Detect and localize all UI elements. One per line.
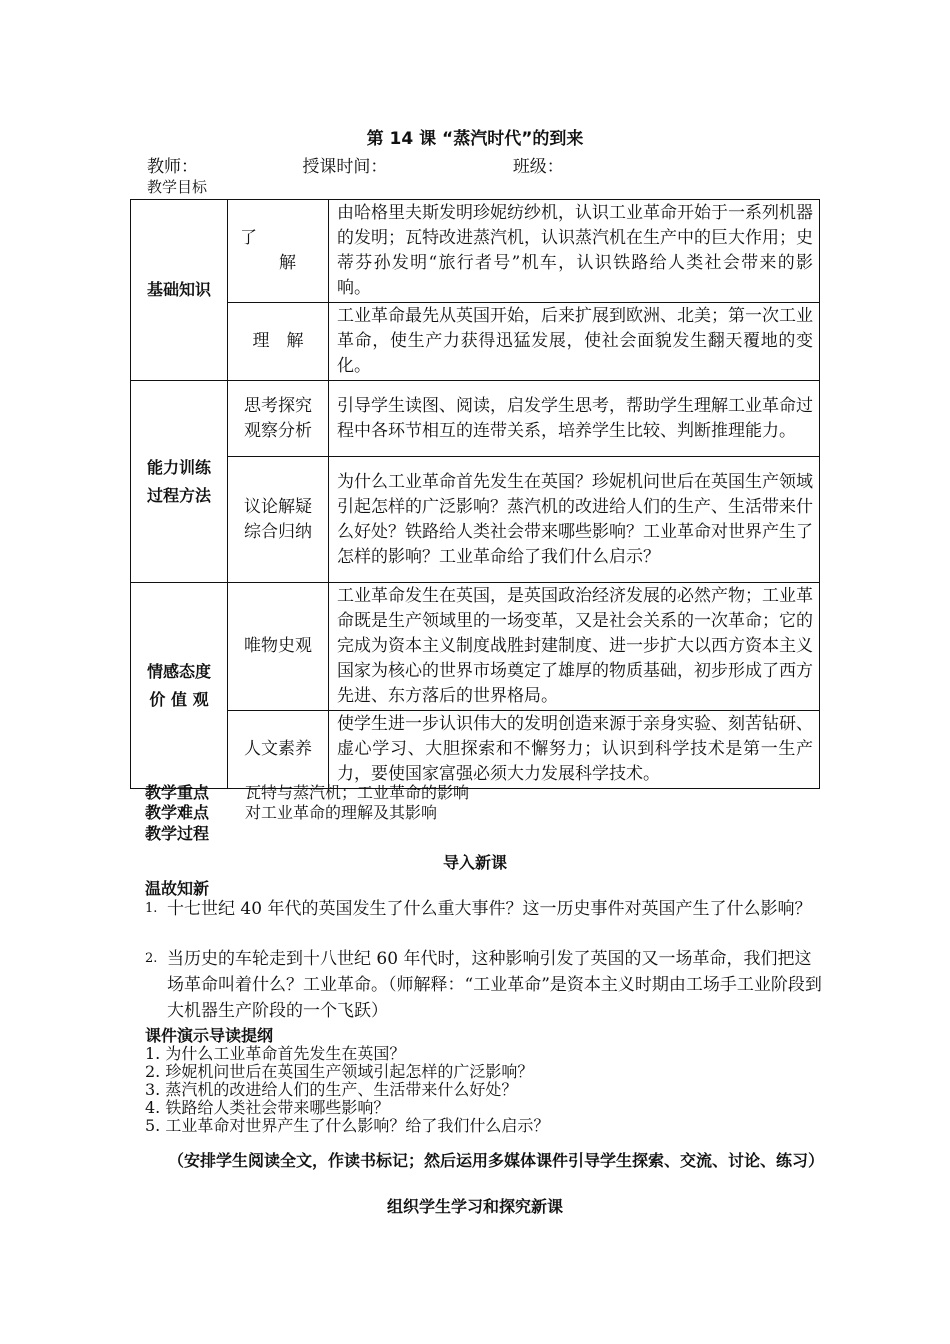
list-item: 5. 工业革命对世界产生了什么影响？给了我们什么启示？: [145, 1116, 550, 1135]
key-points: [145, 783, 470, 802]
outline-heading: 课件演示导读提纲: [145, 1026, 274, 1045]
study-heading: 组织学生学习和探究新课: [386, 1197, 563, 1216]
teacher-label: 教师：: [147, 157, 198, 177]
page-title: 第 14 课 “蒸汽时代”的到来: [366, 129, 584, 149]
review-question: [145, 896, 825, 922]
sub-understand: [228, 200, 329, 303]
category-label: 基础知识: [146, 280, 211, 299]
review-heading: 温故知新: [145, 879, 210, 898]
list-item: 1. 为什么工业革命首先发生在英国？: [145, 1044, 406, 1063]
category-label: 能力训练 过程方法: [146, 457, 211, 505]
review-question: [145, 946, 825, 1024]
time-label: 授课时间：: [302, 157, 388, 177]
list-item: 3. 蒸汽机的改进给人们的生产、生活带来什么好处？: [145, 1080, 518, 1099]
key-points-value: 瓦特与蒸汽机；工业革命的影响: [245, 783, 470, 802]
objective-text: 工业革命发生在英国，是英国政治经济发展的必然产物；工业革命既是生产领域里的一场变革，又是社会关系的一次革命；它的完成为资本主义制度战胜封建制度、进一步扩大以西方资本主义国家为核心的世界市场奠定了雄厚的物质基础，初步形成了西方先进、东方落后的世界格局。: [329, 583, 820, 711]
objective-text: 由哈格里夫斯发明珍妮纺纱机，认识工业革命开始于一系列机器的发明；瓦特改进蒸汽机，认识蒸汽机在生产中的巨大作用；史蒂芬孙发明“旅行者号”机车，认识铁路给人类社会带来的影响。: [329, 200, 820, 303]
sub-think: 思考探究 观察分析: [228, 381, 329, 457]
question-number: 1.: [145, 901, 158, 916]
question-text: 十七世纪 40 年代的英国发生了什么重大事件？这一历史事件对英国产生了什么影响？: [167, 899, 812, 919]
objectives-table: [130, 199, 820, 789]
question-text: 当历史的车轮走到十八世纪 60 年代时，这种影响引发了英国的又一场革命，我们把这场革命叫着什么？工业革命。（师解释：“工业革命”是资本主义时期由工场手工业阶段到大机器生产阶段的一个飞跃）: [167, 949, 822, 1021]
sub-label-1: 了: [240, 228, 257, 248]
intro-heading: 导入新课: [442, 853, 507, 872]
outline-list: [145, 1045, 549, 1135]
lesson-info: [147, 152, 564, 177]
process-label: [145, 825, 209, 843]
difficulties-label: 教学难点: [145, 803, 210, 822]
objective-text: 引导学生读图、阅读，启发学生思考，帮助学生理解工业革命过程中各环节相互的连带关系，培养学生比较、判断推理能力。: [329, 381, 820, 457]
sub-humanities: 人文素养: [228, 711, 329, 789]
difficulties-value: 对工业革命的理解及其影响: [245, 803, 438, 822]
sub-comprehend: 理 解: [228, 303, 329, 381]
sub-label-2: 解: [279, 253, 296, 273]
question-number: 2.: [145, 951, 158, 966]
list-item: 4. 铁路给人类社会带来哪些影响？: [145, 1098, 390, 1117]
list-item: 2. 珍妮机问世后在英国生产领域引起怎样的广泛影响？: [145, 1062, 534, 1081]
process-label-text: 教学过程: [145, 824, 210, 843]
class-label: 班级：: [512, 157, 564, 177]
category-attitude: [131, 583, 228, 789]
goal-label: 教学目标: [147, 178, 208, 196]
objective-text: 为什么工业革命首先发生在英国？珍妮机问世后在英国生产领域引起怎样的广泛影响？蒸汽机的改进给人们的生产、生活带来什么好处？铁路给人类社会带来哪些影响？工业革命对世界产生了怎样的影响？工业革命给了我们什么启示？: [329, 457, 820, 583]
category-basic: [131, 200, 228, 381]
key-points-label: 教学重点: [145, 783, 210, 802]
objective-text: 工业革命最先从英国开始，后来扩展到欧洲、北美；第一次工业革命，使生产力获得迅猛发展，使社会面貌发生翻天覆地的变化。: [329, 303, 820, 381]
arrangement-note: （安排学生阅读全文，作读书标记；然后运用多媒体课件引导学生探索、交流、讨论、练习）: [168, 1151, 825, 1170]
category-label: 情感态度 价 值 观: [146, 661, 211, 709]
objective-text: 使学生进一步认识伟大的发明创造来源于亲身实验、刻苦钻研、虚心学习、大胆探索和不懈努力；认识到科学技术是第一生产力，要使国家富强必须大力发展科学技术。: [329, 711, 820, 789]
sub-discuss: 议论解疑 综合归纳: [228, 457, 329, 583]
category-ability: [131, 381, 228, 583]
difficulties: [145, 803, 438, 822]
sub-materialism: 唯物史观: [228, 583, 329, 711]
